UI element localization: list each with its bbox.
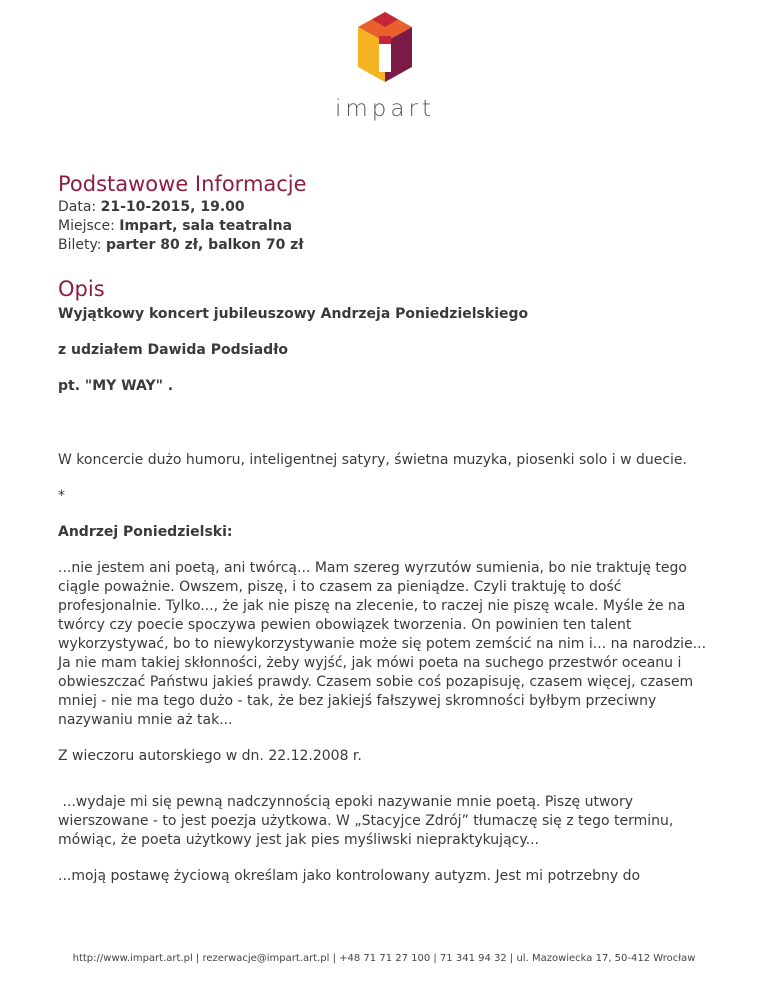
- tickets-line: [58, 236, 718, 255]
- quote-source: Z wieczoru autorskiego w dn. 22.12.2008 r.: [58, 748, 362, 764]
- date-line: [58, 198, 718, 217]
- description-line-1: Wyjątkowy koncert jubileuszowy Andrzeja Poniedzielskiego: [58, 306, 529, 322]
- main-content: [58, 170, 718, 886]
- author-name: Andrzej Poniedzielski:: [58, 524, 233, 540]
- description-heading: Opis: [58, 277, 105, 301]
- date-label: Data:: [58, 199, 97, 215]
- impart-logo: [330, 12, 440, 122]
- page-footer: http://www.impart.art.pl | rezerwacje@impart.art.pl | +48 71 71 27 100 | 71 341 94 32 | ul. Mazowiecka 17, 50-412 Wrocław: [72, 953, 696, 964]
- description-line-2: z udziałem Dawida Podsiadło: [58, 342, 289, 358]
- separator-star: *: [58, 488, 65, 504]
- impart-logo-icon: [355, 12, 415, 82]
- description-paragraph: W koncercie dużo humoru, inteligentnej satyry, świetna muzyka, piosenki solo i w duecie.: [58, 452, 687, 468]
- quote-paragraph-1: ...nie jestem ani poetą, ani twórcą... Mam szereg wyrzutów sumienia, bo nie traktuję tego ciągle poważnie. Owszem, piszę, i to czasem za pieniądze. Czyli traktuję to dość profesjonalnie. Tylko..., że jak nie piszę na zlecenie, to raczej nie piszę wcale. Myśle że na twórcy czy poecie spoczywa pewien obowiązek tworzenia. On powinien ten talent wykorzystywać, bo to niewykorzystywanie może się potem zemścić na nim i... na narodzie... Ja nie mam takiej skłonności, żeby wyjść, jak mówi poeta na suchego przestwór oceanu i obwieszczać Państwu jakieś prawdy. Czasem sobie coś pozapisuję, czasem więcej, czasem mniej - nie ma tego dużo - tak, że bez jakiejś fałszywej skromności byłbym przeciwny nazywaniu mnie aż tak...: [58, 560, 707, 728]
- description-line-3: pt. "MY WAY" .: [58, 378, 174, 394]
- tickets-value: parter 80 zł, balkon 70 zł: [105, 237, 304, 253]
- quote-paragraph-3: ...moją postawę życiową określam jako kontrolowany autyzm. Jest mi potrzebny do: [58, 868, 641, 884]
- basic-info-heading: Podstawowe Informacje: [58, 172, 307, 196]
- tickets-label: Bilety:: [58, 237, 102, 253]
- quote-paragraph-2: ...wydaje mi się pewną nadczynnością epoki nazywanie mnie poetą. Piszę utwory wierszowane - to jest poezja użytkowa. W „Stacyjce Zdrój” tłumaczę się z tego terminu, mówiąc, że poeta użytkowy jest jak pies myśliwski niepraktykujący...: [58, 794, 678, 848]
- date-value: 21-10-2015, 19.00: [100, 199, 245, 215]
- logo-wordmark: impart: [335, 96, 435, 122]
- place-label: Miejsce:: [58, 218, 115, 234]
- place-value: Impart, sala teatralna: [119, 218, 293, 234]
- place-line: [58, 217, 718, 236]
